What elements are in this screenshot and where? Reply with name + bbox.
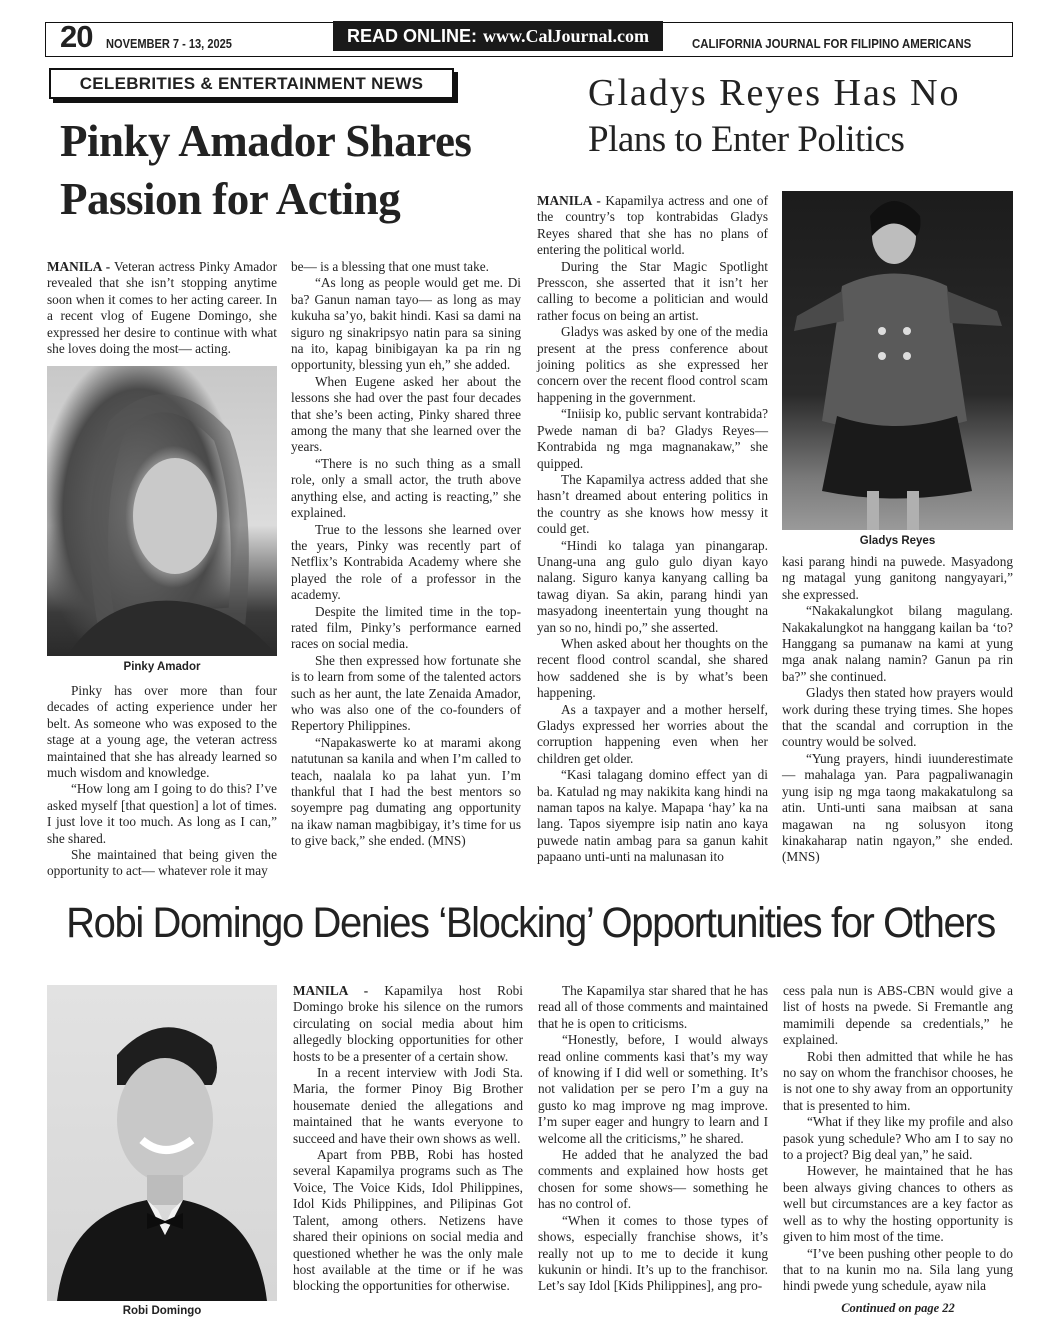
robi-paragraph: The Kapamilya star shared that he has read all of those comments and maintained that he is open to criticisms. (538, 983, 768, 1031)
gladys-paragraph: “Nakakalungkot bilang magulang. Nakakalungkot na hanggang kailan ba ‘to? Hanggang sa pumanaw na kami at yung mga anak nalang namin? Ganun pa rin ba?” she continued. (782, 603, 1013, 684)
pinky-column-1-cont (47, 683, 277, 880)
gladys-paragraph: “Iniisip ko, public servant kontrabida? Pwede naman di ba? Gladys Reyes— Kontrabida ng mga magnanakaw,” she quipped. (537, 406, 768, 471)
pinky-paragraph: “Napakaswerte ko at marami akong natutunan sa kanila and when I’m called to teach, naalala ko pa lahat yun. I’m thankful that I had the best mentors so soyempre pag dumating ang opportunity na ikaw naman magbibigay, it’s time for us to give back,” she ended. (MNS) (291, 734, 521, 849)
page-header (45, 19, 1013, 57)
gladys-headline-line1: Gladys Reyes Has No (588, 72, 961, 114)
pinky-paragraph: “How long am I going to do this? I’ve asked myself [that question] a lot of times. I just love it too much. As long as I can,” she shared. (47, 781, 277, 846)
gladys-paragraph: “Kasi talagang domino effect yan di ba. Katulad ng may nakikita kang hindi na naman tapos na kalye. Mapapa ‘hay’ ka na lang. Tapos siyempre isip natin ano kaya puwede natin ambag para sa ganun kahit papaano unti-unti na malunasan ito (537, 767, 768, 865)
robi-paragraph: In a recent interview with Jodi Sta. Maria, the former Pinoy Big Brother housemate denied the allegations and maintained that he wants everyone to succeed and have their own shows as well. (293, 1065, 523, 1146)
dateline: MANILA - (537, 193, 601, 208)
dateline: MANILA - (293, 983, 369, 998)
gladys-paragraph: As a taxpayer and a mother herself, Gladys expressed her worries about the corruption happening even when her children get older. (537, 701, 768, 766)
gladys-headline-line2: Plans to Enter Politics (588, 119, 905, 160)
robi-paragraph: Robi then admitted that while he has no say on whom the franchisor chooses, he is not one to shy away from an opportunity that is presented to him. (783, 1048, 1013, 1113)
page-number: 20 (60, 19, 93, 54)
pinky-paragraph: She maintained that being given the opportunity to act— whatever role it may (47, 847, 277, 879)
gladys-paragraph: Gladys then stated how prayers would work during these trying times. She hopes that the scandal and corruption in the country would be solved. (782, 685, 1013, 750)
gladys-paragraph: “Hindi ko talaga yan pinangarap. Unang-una ang gulo gulo diyan kayo nalang. Siguro kanya kanyang calling ba tawag diyan. Sa akin, parang hindi yan masyadong ineentertain yung thought na yan so no, hindi po,” she asserted. (537, 537, 768, 635)
pinky-column-2 (291, 259, 521, 850)
gladys-paragraph: kasi parang hindi na puwede. Masyadong ng matagal yung ganitong nangyayari,” she expressed. (782, 554, 1013, 602)
robi-paragraph: “What if they like my profile and also pasok yung schedule? Who am I to say no to a project? Big deal yan,” he said. (783, 1114, 1013, 1163)
gladys-photo (782, 191, 1013, 530)
gladys-paragraph: When asked about her thoughts on the recent flood control scandal, she shared how saddened she is by what’s been happening. (537, 635, 768, 701)
pinky-portrait-icon (47, 366, 277, 656)
robi-paragraph: “Honestly, before, I would always read online comments kasi that’s my way of knowing if I did well or something. It’s not validation per se pero I’m a guy na gusto ko mag improve ng mag improve. I’m super eager and hungry to learn and I welcome all the criticisms,” he shared. (538, 1032, 768, 1146)
pinky-headline-line1: Pinky Amador Shares (60, 116, 472, 166)
read-online-url[interactable]: www.CalJournal.com (483, 25, 649, 46)
read-online-bar[interactable] (333, 21, 663, 51)
pinky-photo (47, 366, 277, 656)
dateline: MANILA - (47, 259, 111, 274)
robi-column-3 (783, 983, 1013, 1295)
pinky-column-1 (47, 259, 277, 357)
pinky-paragraph: Despite the limited time in the top-rated film, Pinky’s performance earned races on social media. (291, 603, 521, 652)
gladys-paragraph: “Yung prayers, hindi iuunderestimate — mahalaga yan. Para pagpaliwanagin yung isip ng mga taong makakatulong sa atin. Unti-unti sana maibsan at sana magawan na ng solusyon itong kinakaharap natin ngayon,” she ended. (MNS) (782, 750, 1013, 865)
robi-paragraph: MANILA - Kapamilya host Robi Domingo broke his silence on the rumors circulating on social media about him allegedly blocking opportunities for other hosts to be a presenter of a certain show. (293, 983, 523, 1064)
issue-date: NOVEMBER 7 - 13, 2025 (106, 36, 232, 51)
read-online-label: READ ONLINE: (347, 25, 477, 46)
pinky-paragraph: When Eugene asked her about the lessons she had over the past four decades that she’s been acting, Pinky shared three among the many that she learned over the years. (291, 373, 521, 455)
pinky-photo-caption: Pinky Amador (123, 661, 201, 673)
robi-column-1 (293, 983, 523, 1295)
robi-headline: Robi Domingo Denies ‘Blocking’ Opportunities for Others (66, 899, 995, 947)
gladys-portrait-icon (782, 191, 1013, 530)
gladys-photo-caption: Gladys Reyes (859, 535, 936, 547)
robi-photo (47, 985, 277, 1301)
pinky-paragraph: be— is a blessing that one must take. (291, 259, 489, 274)
publication-name: CALIFORNIA JOURNAL FOR FILIPINO AMERICANS (692, 36, 972, 51)
pinky-paragraph: “As long as people would get me. Di ba? Ganun naman tayo— as long as may kukuha sa’yo, bakit hindi. Kasi sa dami na siguro ng sinakripsyo natin para sa sining na ito, kapag binibigayan ka pa rin ng opportunity, blessing yun eh,” she added. (291, 275, 521, 373)
pinky-headline (60, 112, 530, 228)
pinky-paragraph: “There is no such thing as a small role, only a small actor, the truth above anything else, and acting is reacting,” she explained. (291, 455, 521, 521)
robi-photo-caption: Robi Domingo (122, 1305, 202, 1317)
robi-paragraph: “When it comes to those types of shows, especially franchise shows, it’s really not up to me to decide it kung kukunin or hindi. It’s up to the franchisor. Let’s say Idol [Kids Philippines], ang pro- (538, 1212, 768, 1294)
gladys-paragraph: During the Star Magic Spotlight Presscon, she asserted that it isn’t her calling to become a politician and would rather focus on being an artist. (537, 258, 768, 323)
gladys-column-2 (782, 554, 1013, 866)
section-label: CELEBRITIES & ENTERTAINMENT NEWS (79, 73, 424, 93)
gladys-paragraph: MANILA - Kapamilya actress and one of the country’s top kontrabidas Gladys Reyes shared that she has no plans of entering the political world. (537, 193, 768, 258)
pinky-headline-line2: Passion for Acting (60, 174, 401, 224)
gladys-column-1 (537, 193, 768, 866)
gladys-headline (588, 70, 1018, 164)
robi-portrait-icon (47, 985, 277, 1301)
robi-paragraph: cess pala nun is ABS-CBN would give a list of hosts na pwede. Si Fremantle ang mamimili depende sa credentials,” he explained. (783, 983, 1013, 1048)
robi-paragraph: “I’ve been pushing other people to do that to na kunin mo na. Sila lang yung hindi pwede yung schedule, ayaw nila (783, 1245, 1013, 1294)
pinky-paragraph: She then expressed how fortunate she is to learn from some of the talented actors such as her aunt, the late Zenaida Amador, who was also one of the co-founders of Repertory Philippines. (291, 652, 521, 734)
section-label-box (49, 68, 454, 99)
continued-note[interactable]: Continued on page 22 (841, 1301, 955, 1315)
gladys-paragraph: Gladys was asked by one of the media present at the press conference about joining politics as she expressed her concern over the recent flood control scam happening in the government. (537, 324, 768, 405)
gladys-paragraph: The Kapamilya actress added that she hasn’t dreamed about entering politics in the country as she knows how messy it could get. (537, 471, 768, 537)
pinky-paragraph: MANILA - Veteran actress Pinky Amador revealed that she isn’t stopping anytime soon when it comes to her acting career. In a recent vlog of Eugene Domingo, she expressed her desire to continue with what she loves doing the most— acting. (47, 259, 278, 357)
robi-column-2 (538, 983, 768, 1295)
robi-paragraph: However, he maintained that he has been always giving chances to others as well but circumstances are a key factor as well as to why the hosting opportunity is given to him most of the time. (783, 1163, 1013, 1245)
pinky-paragraph: True to the lessons she learned over the years, Pinky was recently part of Netflix’s Kontrabida Academy where she played the role of a professor in the academy. (291, 521, 521, 603)
robi-paragraph: Apart from PBB, Robi has hosted several Kapamilya programs such as The Voice, The Voice Kids, Idol Philippines, Idol Kids Philippines, and Pilipinas Got Talent, among others. Netizens have shared their opinions on social media and questioned whether he was the only male host available at the time or if he was blocking the opportunities for otherwise. (293, 1147, 523, 1294)
robi-paragraph: He added that he analyzed the bad comments and explained how hosts get chosen for some shows— something he has no control of. (538, 1147, 768, 1212)
pinky-paragraph: Pinky has over more than four decades of acting experience under her belt. As someone who was exposed to the stage at a young age, the veteran actress maintained that she has already learned so much wisdom and knowledge. (47, 683, 277, 781)
